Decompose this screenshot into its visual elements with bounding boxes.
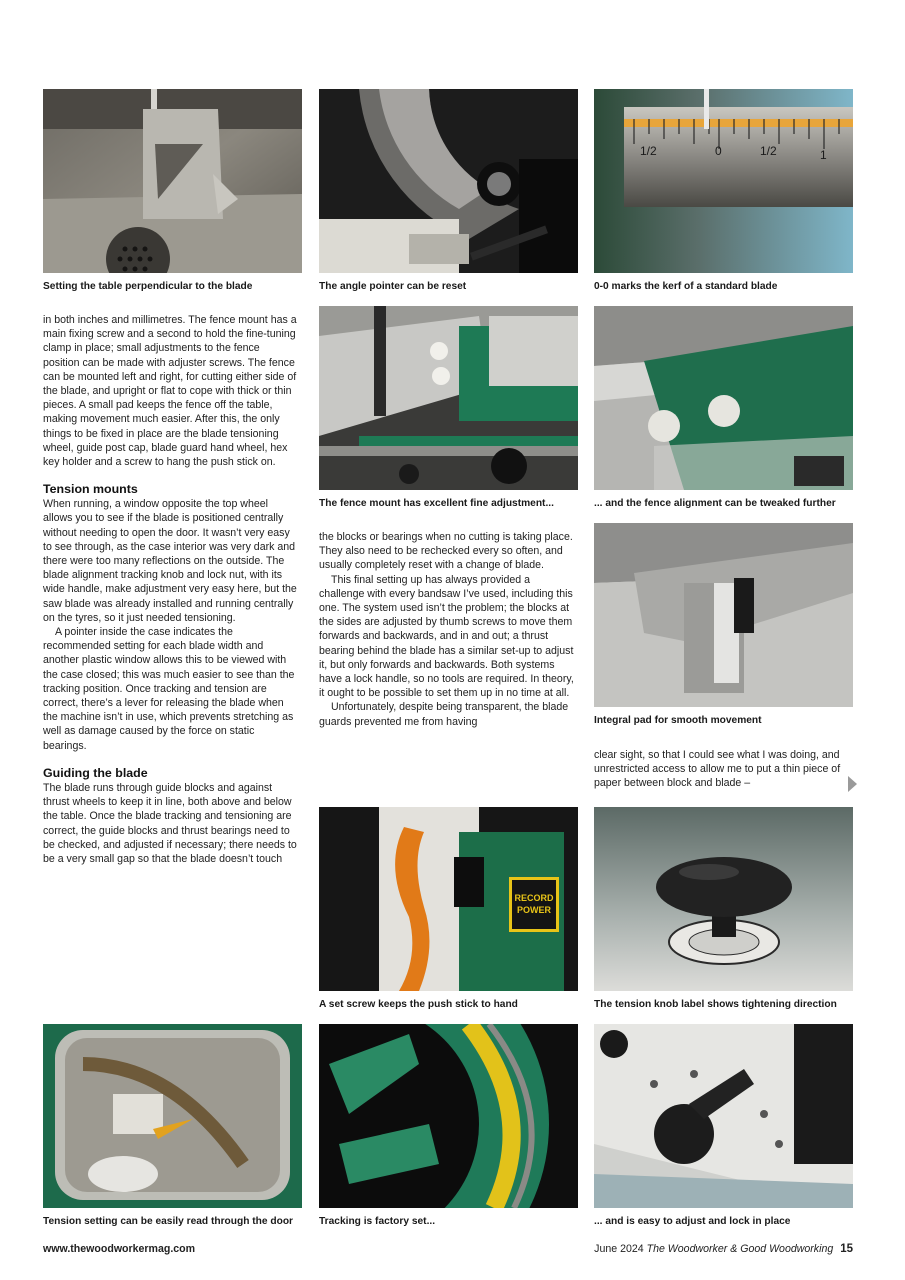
photo-tracking-wheel <box>319 1024 578 1208</box>
col2-paragraph-3: Unfortunately, despite being transparent, the blade guards prevented me from having <box>319 701 569 728</box>
caption-tracking-knob: ... and is easy to adjust and lock in place <box>594 1216 791 1227</box>
column-2-text <box>319 530 576 729</box>
heading-guiding-the-blade: Guiding the blade <box>43 765 148 780</box>
ruler-half-left-label: 1/2 <box>640 144 657 158</box>
ruler-zero-label: 0 <box>715 144 722 158</box>
caption-integral-pad: Integral pad for smooth movement <box>594 715 762 726</box>
column-1-text <box>43 313 299 866</box>
photo-table-square <box>43 89 302 273</box>
caption-tracking-wheel: Tracking is factory set... <box>319 1216 436 1227</box>
photo-push-stick <box>319 807 578 991</box>
column-3-text <box>594 748 846 791</box>
caption-push-stick: A set screw keeps the push stick to hand <box>319 999 518 1010</box>
photo-angle-pointer <box>319 89 578 273</box>
heading-tension-mounts: Tension mounts <box>43 482 138 497</box>
footer-page-number: 15 <box>840 1243 853 1255</box>
photo-tracking-knob <box>594 1024 853 1208</box>
caption-ruler-scale: 0-0 marks the kerf of a standard blade <box>594 281 778 292</box>
col1-paragraph-4: The blade runs through guide blocks and against thrust wheels to keep it in line, both above and below the table. Once the blade tracking and tensioning are correct, the guide blocks and thrust bearings need to be checked, and adjusted if necessary; there needs to be a very small gap so that the blade doesn’t touch <box>43 781 297 865</box>
col2-paragraph-1: the blocks or bearings when no cutting is taking place. They also need to be rechecked every so often, and usually completely reset with a change of blade. <box>319 531 573 572</box>
record-power-logo-line1: RECORD <box>514 893 554 903</box>
caption-tension-knob: The tension knob label shows tightening direction <box>594 999 837 1010</box>
col1-paragraph-3: A pointer inside the case indicates the recommended setting for each blade width and another plastic window allows this to be viewed with the case closed; this was much easier to see than the tracking position. Once tracking and tension are correct, there’s a lever for releasing the blade when the machine isn’t in use, which prevents stretching as well as damage caused by the force on static bearings. <box>43 626 295 752</box>
col1-paragraph-2: When running, a window opposite the top wheel allows you to see if the blade is positioned centrally without needing to open the door. It wasn’t very easy to see through, as the case interior was very dark and there were too many reflections on the outside. The blade alignment tracking knob and lock nut, with its wide handle, make adjustment very easy here, but the saw blade was already installed and running centrally on the tyres, so it just needed tensioning. <box>43 498 297 624</box>
photo-fence-mount <box>319 306 578 490</box>
footer-magazine-title: The Woodworker & Good Woodworking <box>646 1243 834 1255</box>
col2-paragraph-2: This final setting up has always provided a challenge with every bandsaw I’ve used, including this one. The system used isn’t the problem; the blocks at the sides are adjusted by thumb screws to move them forwards and backwards, and in and out; a thrust bearing behind the blade has a similar set-up to adjust it, but only forwards and backwards. Both systems have a lock handle, so no tools are required. In theory, it ought to be possible to set them up in no time at all. <box>319 573 574 700</box>
caption-angle-pointer: The angle pointer can be reset <box>319 281 467 292</box>
continue-arrow-icon <box>848 776 857 792</box>
caption-fence-mount: The fence mount has excellent fine adjustment... <box>319 498 554 509</box>
photo-tension-window <box>43 1024 302 1208</box>
photo-ruler-scale <box>594 89 853 273</box>
footer-date: June 2024 <box>594 1243 644 1255</box>
ruler-one-label: 1 <box>820 148 827 162</box>
photo-fence-alignment <box>594 306 853 490</box>
footer-folio <box>594 1243 853 1255</box>
photo-tension-knob <box>594 807 853 991</box>
col1-paragraph-1: in both inches and millimetres. The fence mount has a main fixing screw and a second to hold the fine-tuning clamp in place; small adjustments to the fence position can be made with adjuster screws. The fence can be mounted left and right, for cutting either side of the blade, and upright or flat to cope with thick or thin pieces. A small pad keeps the fence off the table, making movement much easier. After this, the only things to be fixed in place are the blade tensioning wheel, guide post cap, blade guard hand wheel, hex key holder and a screw to hang the push stick on. <box>43 314 297 469</box>
caption-fence-alignment: ... and the fence alignment can be tweaked further <box>594 498 836 509</box>
caption-table-square: Setting the table perpendicular to the blade <box>43 281 253 292</box>
caption-tension-window: Tension setting can be easily read through the door <box>43 1216 294 1227</box>
col3-paragraph-1: clear sight, so that I could see what I was doing, and unrestricted access to allow me to put a thin piece of paper between block and blade – <box>594 749 841 790</box>
footer-website-link[interactable]: www.thewoodworkermag.com <box>43 1243 196 1255</box>
ruler-half-right-label: 1/2 <box>760 144 777 158</box>
record-power-logo-line2: POWER <box>516 905 552 915</box>
photo-integral-pad <box>594 523 853 707</box>
